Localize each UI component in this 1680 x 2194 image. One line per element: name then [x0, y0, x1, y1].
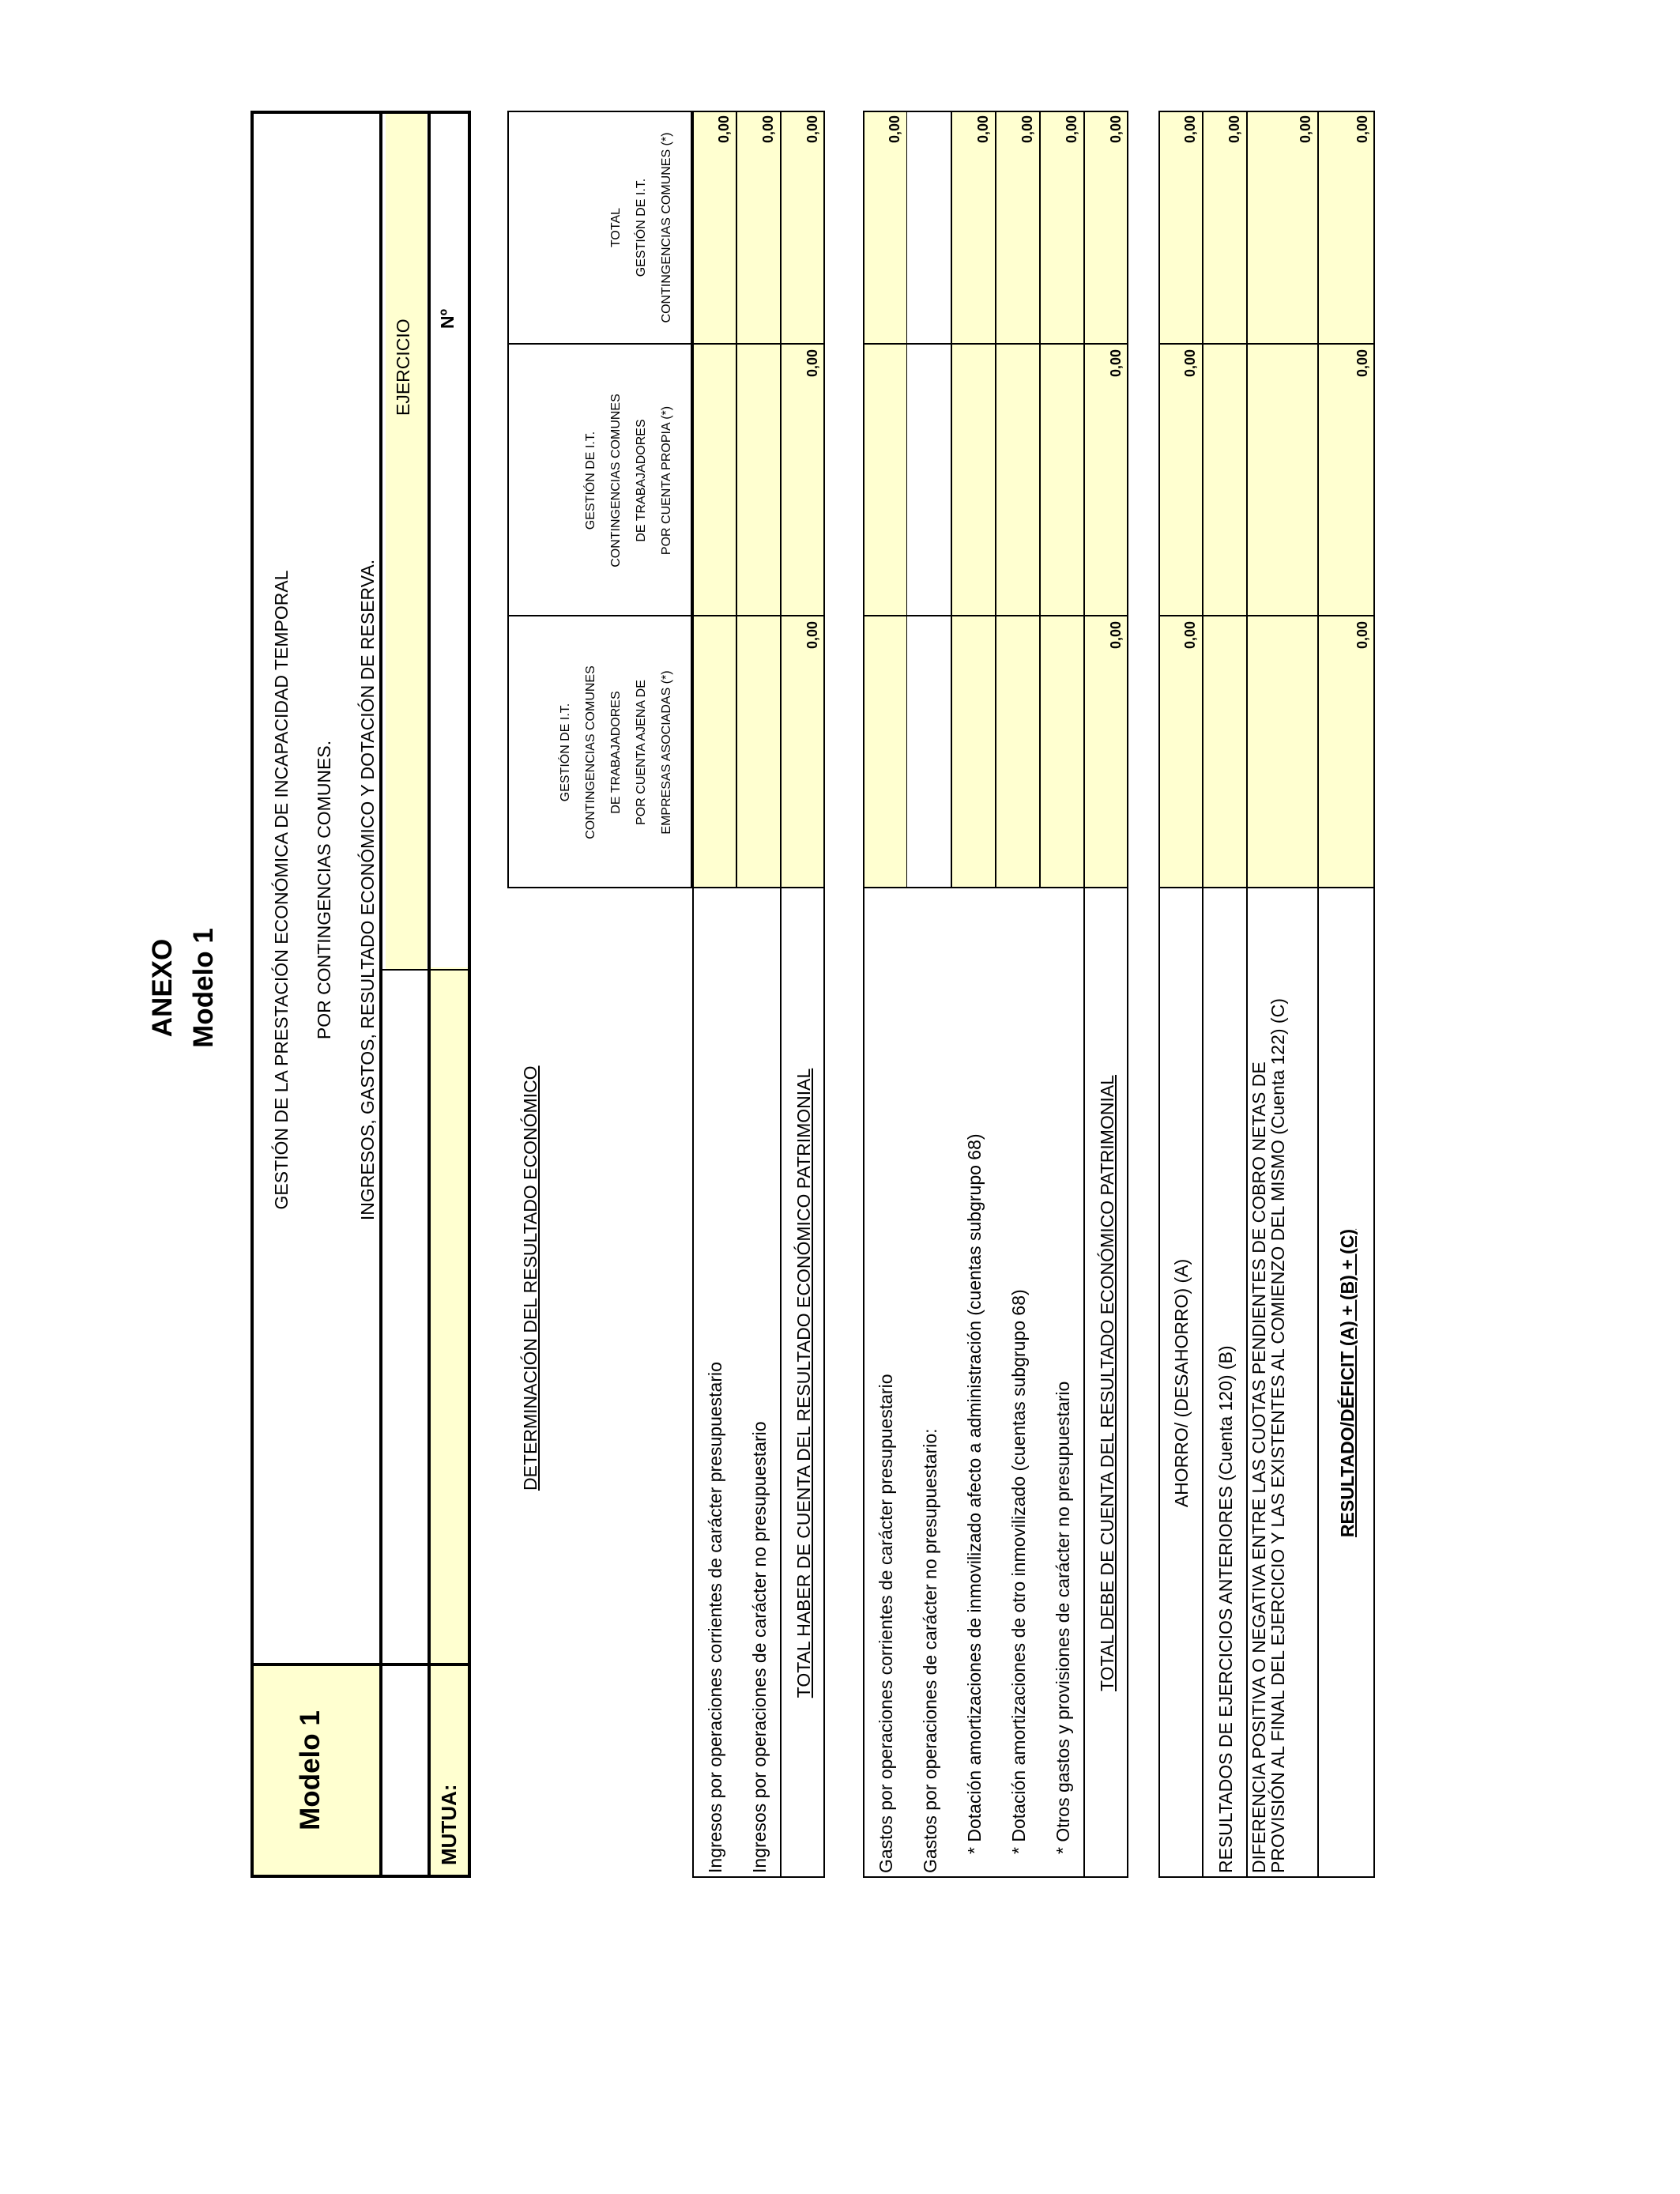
debe_rows-row-value: 0,00 [887, 115, 902, 144]
header-title-line3: INGRESOS, GASTOS, RESULTADO ECONÓMICO Y DOTACIÓN DE RESERVA. [357, 559, 378, 1221]
numero-label: Nº [437, 308, 458, 329]
result_rows-row-value: 0,00 [1354, 621, 1370, 650]
debe_rows-row-label: TOTAL DEBE DE CUENTA DEL RESULTADO ECONÓMICO PATRIMONIAL [1096, 1075, 1117, 1691]
haber_rows-row-value: 0,00 [804, 621, 820, 650]
anexo-title: ANEXO [147, 938, 178, 1038]
debe_rows-row-value: 0,00 [1108, 349, 1124, 378]
modelo-box-label: Modelo 1 [295, 1710, 326, 1830]
debe_rows-row-value: 0,00 [1108, 115, 1124, 144]
haber_rows-row-value: 0,00 [716, 115, 732, 144]
debe_rows-table [863, 111, 1128, 1878]
column-header-cuenta-ajena: GESTIÓN DE I.T. CONTINGENCIAS COMUNES DE TRABAJADORES POR CUENTA AJENA DE EMPRESAS ASOCIADAS (*) [559, 665, 673, 839]
haber_rows-row-label: Ingresos por operaciones de carácter no presupuestario [748, 1421, 770, 1873]
mutua-value-cell [431, 967, 468, 1875]
mutua-label: MUTUA: [437, 1784, 461, 1865]
header-title-line2: POR CONTINGENCIAS COMUNES. [314, 740, 334, 1040]
debe_rows-row-label: * Otros gastos y provisiones de carácter no presupuestario [1052, 1381, 1073, 1854]
result_rows-row-label: AHORRO/ (DESAHORRO) (A) [1170, 1258, 1192, 1508]
result_rows-row-label: RESULTADOS DE EJERCICIOS ANTERIORES (Cuenta 120) (B) [1215, 1345, 1236, 1873]
debe_rows-row-label: * Dotación amortizaciones de otro inmovilizado (cuentas subgrupo 68) [1008, 1289, 1029, 1854]
debe_rows-row-label: * Dotación amortizaciones de inmovilizado afecto a administración (cuentas subgrupo 68) [963, 1133, 985, 1854]
result_rows-row-label: RESULTADO/DÉFICIT (A) + (B) + (C) [1336, 1228, 1358, 1538]
haber_rows-row-label: TOTAL HABER DE CUENTA DEL RESULTADO ECONÓMICO PATRIMONIAL [793, 1068, 814, 1698]
column-header-cuenta-propia: GESTIÓN DE I.T. CONTINGENCIAS COMUNES DE TRABAJADORES POR CUENTA PROPIA (*) [584, 394, 673, 567]
result_rows-row-value: 0,00 [1298, 115, 1313, 144]
ejercicio-label: EJERCICIO [393, 319, 413, 416]
header-title-line1: GESTIÓN DE LA PRESTACIÓN ECONÓMICA DE INCAPACIDAD TEMPORAL [271, 570, 292, 1210]
result_rows-row-value: 0,00 [1182, 115, 1198, 144]
result_rows-row-label-line2: PROVISIÓN AL FINAL DEL EJERCICIO Y LAS EXISTENTES AL COMIENZO DEL MISMO (Cuenta 122) (C) [1268, 998, 1288, 1873]
result_rows-row-value: 0,00 [1182, 349, 1198, 378]
result_rows-row-value: 0,00 [1182, 621, 1198, 650]
haber_rows-table [692, 111, 825, 1878]
result_rows-row-label-line1: DIFERENCIA POSITIVA O NEGATIVA ENTRE LAS CUOTAS PENDIENTES DE COBRO NETAS DE [1249, 1061, 1269, 1873]
haber_rows-row-label: Ingresos por operaciones corrientes de carácter presupuestario [704, 1362, 725, 1873]
debe_rows-row-value: 0,00 [1019, 115, 1035, 144]
debe_rows-row-label: Gastos por operaciones de carácter no presupuestario: [919, 1428, 940, 1873]
result_rows-row-value: 0,00 [1354, 349, 1370, 378]
anexo-subtitle: Modelo 1 [188, 928, 219, 1048]
haber_rows-row-value: 0,00 [760, 115, 776, 144]
debe_rows-row-label: Gastos por operaciones corrientes de carácter presupuestario [875, 1374, 896, 1873]
haber_rows-row-value: 0,00 [804, 115, 820, 144]
debe_rows-row-value: 0,00 [975, 115, 991, 144]
section-title: DETERMINACIÓN DEL RESULTADO ECONÓMICO [520, 1065, 541, 1491]
ejercicio-value-cell [386, 114, 427, 971]
debe_rows-row-value: 0,00 [1108, 621, 1124, 650]
result_rows-row-value: 0,00 [1226, 115, 1242, 144]
column-header-total: TOTAL GESTIÓN DE I.T. CONTINGENCIAS COMUNES (*) [609, 132, 673, 323]
debe_rows-row-value: 0,00 [1064, 115, 1079, 144]
result_rows-row-value: 0,00 [1354, 115, 1370, 144]
result_rows-table [1158, 111, 1375, 1878]
haber_rows-row-value: 0,00 [804, 349, 820, 378]
